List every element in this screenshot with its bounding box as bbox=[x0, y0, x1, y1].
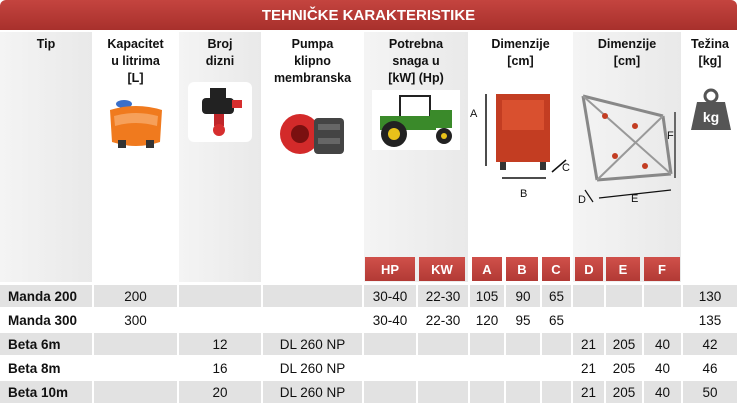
tank-dimension-drawing bbox=[470, 88, 570, 198]
cell-hp bbox=[364, 333, 416, 355]
table-row bbox=[0, 309, 737, 332]
cell-f: 40 bbox=[644, 333, 681, 355]
cell-a bbox=[470, 357, 504, 379]
cell-hp: 30-40 bbox=[364, 285, 416, 307]
cell-pumpa: DL 260 NP bbox=[263, 381, 362, 403]
cell-c bbox=[542, 333, 571, 355]
cell-hp: 30-40 bbox=[364, 309, 416, 331]
cell-f: 40 bbox=[644, 357, 681, 379]
cell-hp bbox=[364, 381, 416, 403]
header-snaga: Potrebna snaga u [kW] (Hp) bbox=[388, 37, 444, 85]
cell-kw: 22-30 bbox=[418, 309, 468, 331]
cell-tip: Beta 8m bbox=[0, 357, 92, 379]
header-kapacitet: Kapacitet u litrima [L] bbox=[107, 37, 164, 85]
cell-b: 95 bbox=[506, 309, 540, 331]
cell-e: 205 bbox=[606, 381, 642, 403]
cell-d: 21 bbox=[573, 357, 604, 379]
cell-kw bbox=[418, 357, 468, 379]
nozzle-image bbox=[188, 82, 252, 142]
weight-icon bbox=[690, 88, 732, 132]
cell-b: 90 bbox=[506, 285, 540, 307]
cell-broj: 16 bbox=[179, 357, 261, 379]
cell-e bbox=[606, 285, 642, 307]
cell-e: 205 bbox=[606, 333, 642, 355]
boom-dimension-drawing bbox=[575, 86, 679, 206]
cell-tezina: 135 bbox=[683, 309, 737, 331]
cell-tip: Beta 10m bbox=[0, 381, 92, 403]
cell-c bbox=[542, 357, 571, 379]
subheader-hp: HP bbox=[365, 257, 415, 281]
header-dimenzije-1: Dimenzije [cm] bbox=[491, 37, 550, 68]
dim-label-d: D bbox=[578, 194, 586, 206]
table-row bbox=[0, 381, 737, 404]
cell-pumpa: DL 260 NP bbox=[263, 357, 362, 379]
header-pumpa: Pumpa klipno membranska bbox=[273, 37, 352, 85]
cell-kapacitet bbox=[94, 357, 177, 379]
cell-kw bbox=[418, 381, 468, 403]
cell-tip: Manda 200 bbox=[0, 285, 92, 307]
weight-icon-label: kg bbox=[702, 109, 720, 125]
cell-kw: 22-30 bbox=[418, 285, 468, 307]
table-row bbox=[0, 285, 737, 308]
cell-kapacitet bbox=[94, 333, 177, 355]
cell-e bbox=[606, 309, 642, 331]
cell-c: 65 bbox=[542, 285, 571, 307]
cell-kapacitet: 300 bbox=[94, 309, 177, 331]
subheader-f: F bbox=[644, 257, 680, 281]
dim-label-b: B bbox=[520, 188, 528, 200]
cell-b bbox=[506, 357, 540, 379]
cell-f bbox=[644, 309, 681, 331]
cell-tezina: 130 bbox=[683, 285, 737, 307]
cell-broj bbox=[179, 309, 261, 331]
cell-c bbox=[542, 381, 571, 403]
table-row bbox=[0, 333, 737, 356]
cell-broj: 12 bbox=[179, 333, 261, 355]
pump-image bbox=[274, 98, 352, 172]
cell-f bbox=[644, 285, 681, 307]
cell-kapacitet bbox=[94, 381, 177, 403]
cell-d: 21 bbox=[573, 381, 604, 403]
dim-label-f: F bbox=[667, 130, 674, 142]
subheader-a: A bbox=[472, 257, 502, 281]
cell-c: 65 bbox=[542, 309, 571, 331]
cell-tezina: 50 bbox=[683, 381, 737, 403]
cell-kapacitet: 200 bbox=[94, 285, 177, 307]
header-dimenzije-2: Dimenzije [cm] bbox=[597, 37, 657, 68]
cell-tezina: 42 bbox=[683, 333, 737, 355]
cell-a: 120 bbox=[470, 309, 504, 331]
header-tip: Tip bbox=[36, 37, 56, 51]
cell-a bbox=[470, 333, 504, 355]
subheader-b: B bbox=[506, 257, 538, 281]
cell-b bbox=[506, 381, 540, 403]
cell-d: 21 bbox=[573, 333, 604, 355]
cell-pumpa bbox=[263, 309, 362, 331]
header-tezina: Težina [kg] bbox=[691, 37, 729, 68]
cell-pumpa: DL 260 NP bbox=[263, 333, 362, 355]
cell-broj bbox=[179, 285, 261, 307]
page-title: TEHNIČKE KARAKTERISTIKE bbox=[0, 0, 737, 30]
tractor-image bbox=[372, 90, 460, 150]
cell-f: 40 bbox=[644, 381, 681, 403]
cell-hp bbox=[364, 357, 416, 379]
dim-label-a: A bbox=[470, 108, 478, 120]
cell-d bbox=[573, 285, 604, 307]
subheader-kw: KW bbox=[419, 257, 465, 281]
cell-e: 205 bbox=[606, 357, 642, 379]
tank-image bbox=[104, 96, 168, 152]
subheader-e: E bbox=[606, 257, 640, 281]
subheader-d: D bbox=[575, 257, 603, 281]
cell-tip: Beta 6m bbox=[0, 333, 92, 355]
dim-label-e: E bbox=[631, 193, 639, 205]
cell-kw bbox=[418, 333, 468, 355]
cell-pumpa bbox=[263, 285, 362, 307]
header-broj-dizni: Broj dizni bbox=[205, 37, 235, 68]
cell-tezina: 46 bbox=[683, 357, 737, 379]
table-row bbox=[0, 357, 737, 380]
cell-broj: 20 bbox=[179, 381, 261, 403]
dim-label-c: C bbox=[562, 162, 570, 174]
cell-a bbox=[470, 381, 504, 403]
cell-d bbox=[573, 309, 604, 331]
cell-a: 105 bbox=[470, 285, 504, 307]
cell-tip: Manda 300 bbox=[0, 309, 92, 331]
column-tip bbox=[0, 32, 92, 282]
cell-b bbox=[506, 333, 540, 355]
subheader-c: C bbox=[542, 257, 570, 281]
